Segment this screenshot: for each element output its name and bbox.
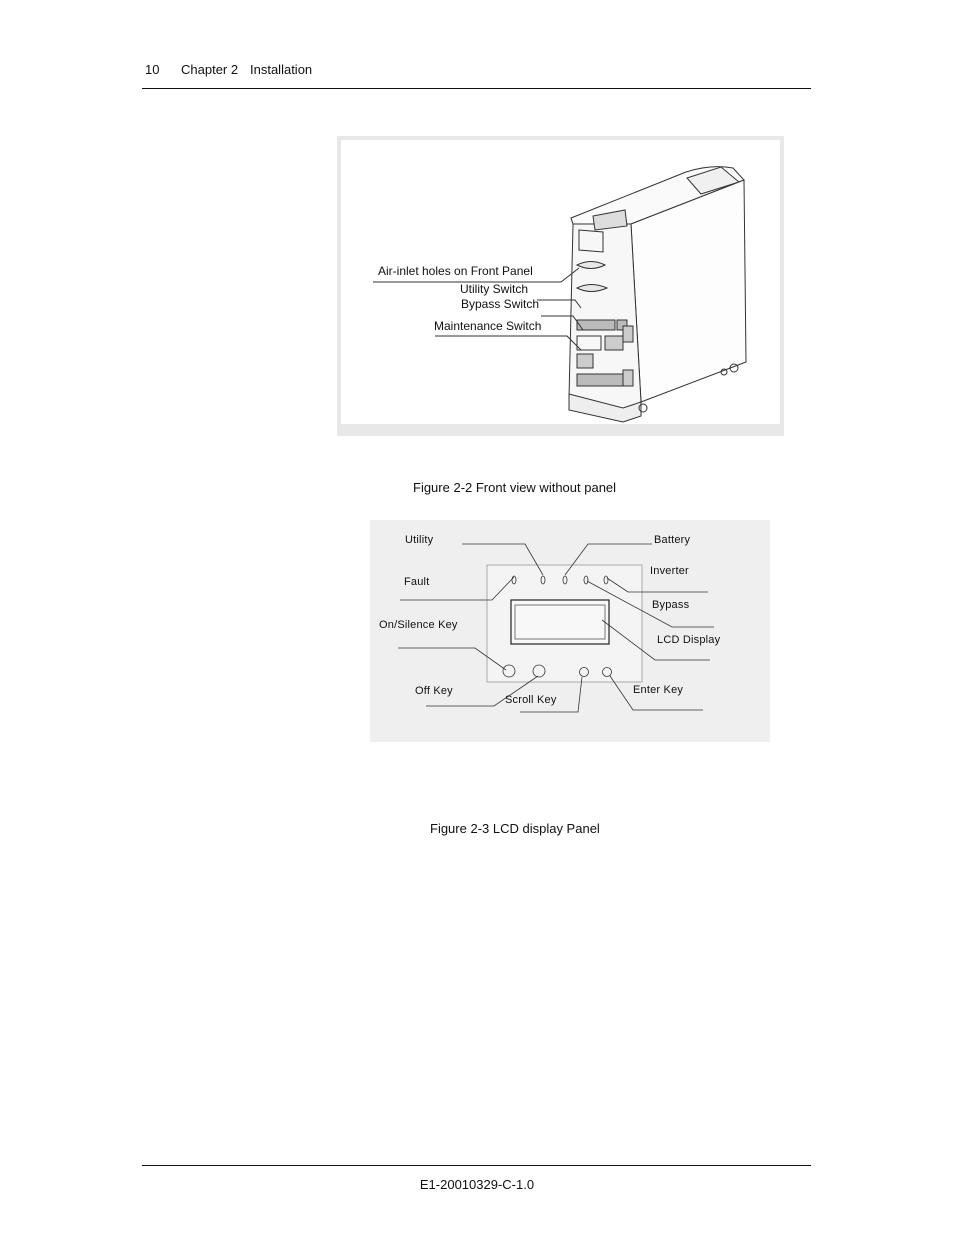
utility-switch-label: Utility Switch bbox=[460, 282, 529, 296]
bypass-led-label: Bypass bbox=[652, 599, 690, 611]
figure-front-view-canvas bbox=[341, 140, 780, 424]
air-inlet-label: Air-inlet holes on Front Panel bbox=[378, 264, 533, 278]
figure-front-view bbox=[337, 136, 784, 436]
battery-led-label: Battery bbox=[654, 534, 691, 546]
lcd-panel-drawing bbox=[370, 520, 770, 742]
chapter-label: Chapter 2 bbox=[181, 62, 239, 77]
footer-doc-id: E1-20010329-C-1.0 bbox=[419, 1177, 535, 1192]
figure-lcd-panel bbox=[370, 520, 770, 742]
lcd-display-label: LCD Display bbox=[657, 634, 721, 646]
figure-2-2-caption: Figure 2-2 Front view without panel bbox=[413, 480, 617, 495]
bypass-switch-label: Bypass Switch bbox=[461, 297, 540, 311]
footer-rule bbox=[142, 1165, 811, 1166]
enter-key-label: Enter Key bbox=[633, 684, 684, 696]
ups-cabinet-drawing bbox=[341, 140, 780, 424]
header-rule bbox=[142, 88, 811, 89]
on-silence-key-label: On/Silence Key bbox=[379, 619, 458, 631]
maintenance-switch-label: Maintenance Switch bbox=[434, 319, 542, 333]
inverter-led-label: Inverter bbox=[650, 565, 689, 577]
off-key-label: Off Key bbox=[415, 685, 453, 697]
utility-led-label: Utility bbox=[405, 534, 434, 546]
figure-2-3-caption: Figure 2-3 LCD display Panel bbox=[430, 821, 600, 836]
page-number: 10 bbox=[145, 62, 160, 77]
scroll-key-label: Scroll Key bbox=[505, 694, 557, 706]
fault-led-label: Fault bbox=[404, 576, 430, 588]
section-label: Installation bbox=[250, 62, 313, 77]
